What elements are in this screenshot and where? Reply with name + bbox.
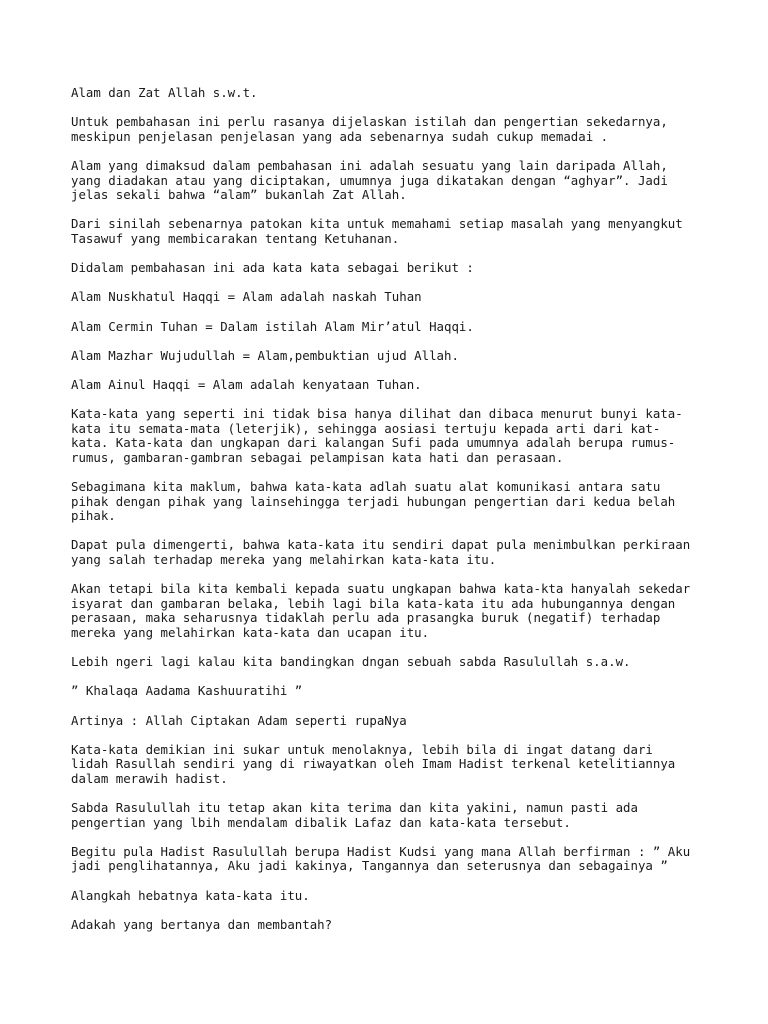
paragraph: Dapat pula dimengerti, bahwa kata-kata itu sendiri dapat pula menimbulkan perkiraan yang salah terhadap mereka yang melahirkan kata-kata itu. [71, 537, 691, 567]
paragraph: Alam Ainul Haqqi = Alam adalah kenyataan Tuhan. [71, 376, 422, 392]
paragraph: Alangkah hebatnya kata-kata itu. [71, 887, 310, 903]
paragraph: Begitu pula Hadist Rasulullah berupa Hadist Kudsi yang mana Allah berfirman : ” Aku jadi penglihatannya, Aku jadi kakinya, Tangannya dan seterusnya dan sebagainya ” [71, 843, 691, 874]
paragraph: Alam Mazhar Wujudullah = Alam,pembuktian ujud Allah. [71, 347, 459, 363]
paragraph: Alam Cermin Tuhan = Dalam istilah Alam Mir’atul Haqqi. [71, 318, 474, 334]
paragraph: Akan tetapi bila kita kembali kepada suatu ungkapan bahwa kata-kta hanyalah sekedar isyarat dan gambaran belaka, lebih lagi bila kata-kata itu ada hubungannya dengan perasaan, maka seharusnya tidaklah perlu ada prasangka buruk (negatif) terhadap mereka yang melahirkan kata-kata dan ucapan itu. [71, 581, 691, 640]
paragraph: Dari sinilah sebenarnya patokan kita untuk memahami setiap masalah yang menyangkut Tasawuf yang membicarakan tentang Ketuhanan. [71, 216, 683, 246]
paragraph: Didalam pembahasan ini ada kata kata sebagai berikut : [71, 260, 474, 276]
paragraph: Kata-kata yang seperti ini tidak bisa hanya dilihat dan dibaca menurut bunyi kata- kata itu semata-mata (leterjik), sehingga aosiasi tertuju kepada arti dari kat- kata. Kata-kata dan ungkapan dari kalangan Sufi pada umumnya adalah berupa rumus- rumus, gambaran-gambran sebagai pelampisan kata hati dan perasaan. [71, 406, 683, 465]
paragraph: Kata-kata demikian ini sukar untuk menolaknya, lebih bila di ingat datang dari lidah Rasullah sendiri yang di riwayatkan oleh Imam Hadist terkenal ketelitiannya dalam merawih hadist. [71, 741, 676, 786]
document-body [71, 86, 711, 947]
paragraph: Lebih ngeri lagi kalau kita bandingkan dngan sebuah sabda Rasulullah s.a.w. [71, 654, 631, 670]
paragraph: ” Khalaqa Aadama Kashuuratihi ” [71, 683, 303, 699]
document-title: Alam dan Zat Allah s.w.t. [71, 85, 258, 100]
paragraph: Untuk pembahasan ini perlu rasanya dijelaskan istilah dan pengertian sekedarnya, meskipun penjelasan penjelasan yang ada sebenarnya sudah cukup memadai . [71, 114, 668, 144]
paragraph: Sebagimana kita maklum, bahwa kata-kata adlah suatu alat komunikasi antara satu pihak dengan pihak yang lainsehingga terjadi hubungan pengertian dari kedua belah pihak. [71, 479, 676, 524]
paragraph: Adakah yang bertanya dan membantah? [71, 916, 333, 932]
paragraph: Sabda Rasulullah itu tetap akan kita terima dan kita yakini, namun pasti ada pengertian yang lbih mendalam dibalik Lafaz dan kata-kata tersebut. [71, 800, 638, 830]
paragraph: Alam Nuskhatul Haqqi = Alam adalah naskah Tuhan [71, 289, 422, 305]
paragraph: Artinya : Allah Ciptakan Adam seperti rupaNya [71, 712, 407, 728]
paragraph: Alam yang dimaksud dalam pembahasan ini adalah sesuatu yang lain daripada Allah, yang diadakan atau yang diciptakan, umumnya juga dikatakan dengan “aghyar”. Jadi jelas sekali bahwa “alam” bukanlah Zat Allah. [71, 157, 668, 203]
